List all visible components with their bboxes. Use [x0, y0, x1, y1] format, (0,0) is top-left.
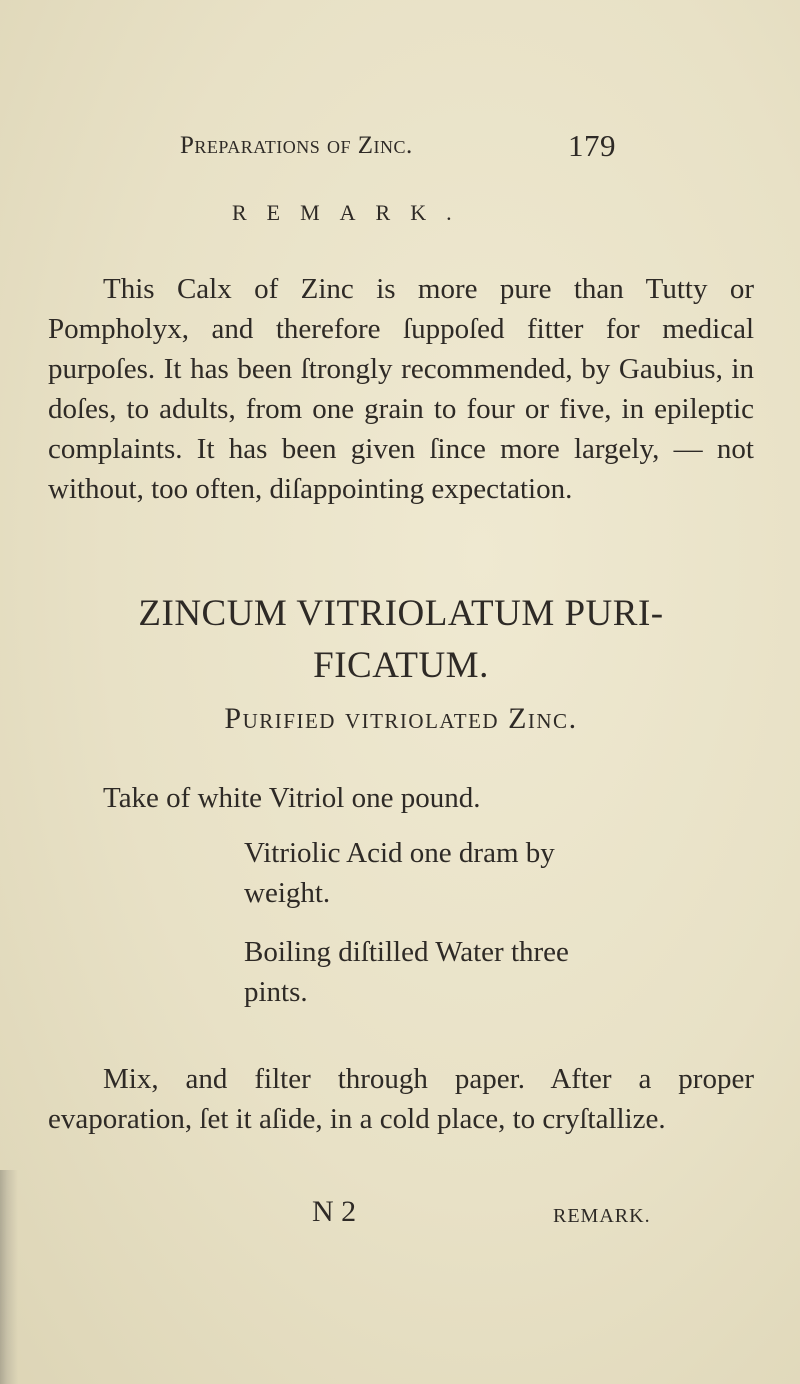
- ingredient-continuation: pints.: [244, 976, 308, 1008]
- running-head: Preparations of Zinc.: [180, 132, 413, 159]
- recipe-ingredient: [244, 833, 754, 913]
- ingredient-continuation: weight.: [244, 877, 331, 909]
- ingredient-line: Boiling diſtilled Water three: [244, 936, 569, 968]
- page-footer: [0, 1195, 800, 1235]
- page-header: [180, 128, 700, 168]
- page-number: 179: [568, 128, 616, 163]
- remark-heading: REMARK.: [232, 200, 472, 225]
- remark-paragraph: This Calx of Zinc is more pure than Tutty or Pompholyx, and therefore ſuppoſed fitter for medical purpoſes. It has been ſtrongly recommended, by Gaubius, in doſes, to adults, from one grain to four or five, in epileptic complaints. It has been given ſince more largely, — not without, too often, diſappointing expectation.: [48, 273, 754, 505]
- ingredient-line: Vitriolic Acid one dram by: [244, 837, 555, 869]
- title-line-1: ZINCUM VITRIOLATUM PURI-: [138, 593, 664, 634]
- preparation-title: [48, 588, 754, 692]
- title-line-2: FICATUM.: [313, 645, 489, 686]
- catchword: REMARK.: [553, 1205, 651, 1227]
- preparation-subtitle: Purified vitriolated Zinc.: [224, 702, 578, 735]
- recipe-take-line: Take of white Vitriol one pound.: [103, 782, 481, 814]
- directions-paragraph: Mix, and filter through paper. After a proper evaporation, ſet it aſide, in a cold place, to cryſtallize.: [48, 1063, 754, 1135]
- signature-mark: N 2: [312, 1195, 357, 1228]
- recipe-ingredient: [244, 932, 754, 1012]
